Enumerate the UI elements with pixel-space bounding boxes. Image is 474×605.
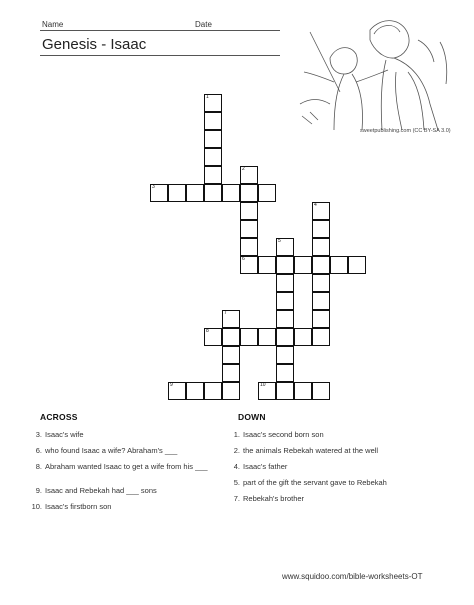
grid-cell[interactable] — [186, 382, 204, 400]
grid-cell[interactable] — [276, 238, 294, 256]
grid-cell[interactable] — [222, 346, 240, 364]
clue-number: 9. — [35, 486, 42, 495]
grid-cell[interactable] — [276, 364, 294, 382]
grid-cell[interactable] — [240, 202, 258, 220]
grid-cell[interactable] — [276, 256, 294, 274]
grid-cell[interactable] — [204, 382, 222, 400]
down-heading: DOWN — [238, 412, 266, 422]
title-underline — [40, 55, 280, 56]
grid-cell[interactable] — [168, 382, 186, 400]
name-line — [40, 30, 280, 31]
date-label: Date — [195, 20, 212, 29]
grid-cell[interactable] — [204, 184, 222, 202]
down-clue-4 — [228, 462, 448, 471]
grid-cell[interactable] — [258, 382, 276, 400]
grid-cell[interactable] — [150, 184, 168, 202]
across-clue-10 — [30, 502, 230, 511]
grid-cell[interactable] — [312, 220, 330, 238]
clue-text: the animals Rebekah watered at the well — [243, 446, 379, 455]
grid-cell[interactable] — [276, 292, 294, 310]
grid-cell[interactable] — [312, 256, 330, 274]
clue-text: who found Isaac a wife? Abraham's ___ — [45, 446, 178, 455]
clue-number: 8. — [35, 462, 42, 471]
clue-number: 4. — [233, 462, 240, 471]
clue-text: Isaac's second born son — [243, 430, 324, 439]
clue-text: Isaac's father — [243, 462, 288, 471]
grid-cell[interactable] — [222, 310, 240, 328]
cell-number: 9 — [170, 382, 173, 388]
grid-cell[interactable] — [312, 310, 330, 328]
clue-text: Isaac's firstborn son — [45, 502, 112, 511]
grid-cell[interactable] — [204, 166, 222, 184]
grid-cell[interactable] — [204, 112, 222, 130]
image-credit: sweetpublishing.com (CC BY-SA 3.0) — [360, 128, 451, 134]
cell-number: 1 — [206, 94, 209, 100]
grid-cell[interactable] — [240, 166, 258, 184]
grid-cell[interactable] — [186, 184, 204, 202]
grid-cell[interactable] — [240, 256, 258, 274]
clue-number: 3. — [35, 430, 42, 439]
grid-cell[interactable] — [222, 328, 240, 346]
grid-cell[interactable] — [312, 238, 330, 256]
grid-cell[interactable] — [294, 328, 312, 346]
clue-text: Abraham wanted Isaac to get a wife from his ___ — [45, 462, 208, 471]
grid-cell[interactable] — [204, 328, 222, 346]
down-clue-1 — [228, 430, 448, 439]
grid-cell[interactable] — [312, 202, 330, 220]
footer-url: www.squidoo.com/bible-worksheets-OT — [282, 572, 423, 581]
across-clue-6 — [30, 446, 230, 455]
cell-number: 2 — [242, 166, 245, 172]
illustration-image — [290, 12, 460, 132]
worksheet-title: Genesis - Isaac — [42, 36, 147, 53]
clue-text: Isaac's wife — [45, 430, 84, 439]
grid-cell[interactable] — [240, 328, 258, 346]
grid-cell[interactable] — [168, 184, 186, 202]
name-label: Name — [42, 20, 64, 29]
grid-cell[interactable] — [258, 328, 276, 346]
clue-number: 7. — [233, 494, 240, 503]
across-clue-8 — [30, 462, 230, 471]
clue-number: 5. — [233, 478, 240, 487]
grid-cell[interactable] — [294, 256, 312, 274]
clue-number: 2. — [233, 446, 240, 455]
grid-cell[interactable] — [204, 94, 222, 112]
across-clue-3 — [30, 430, 230, 439]
grid-cell[interactable] — [222, 184, 240, 202]
down-clue-5 — [228, 478, 448, 487]
down-clue-2 — [228, 446, 448, 455]
grid-cell[interactable] — [258, 184, 276, 202]
grid-cell[interactable] — [276, 274, 294, 292]
cell-number: 7 — [224, 310, 227, 316]
grid-cell[interactable] — [276, 346, 294, 364]
down-clue-7 — [228, 494, 448, 503]
grid-cell[interactable] — [222, 364, 240, 382]
grid-cell[interactable] — [312, 382, 330, 400]
clue-text: Isaac and Rebekah had ___ sons — [45, 486, 157, 495]
grid-cell[interactable] — [222, 382, 240, 400]
grid-cell[interactable] — [348, 256, 366, 274]
cell-number: 10 — [260, 382, 266, 388]
grid-cell[interactable] — [312, 292, 330, 310]
grid-cell[interactable] — [330, 256, 348, 274]
cell-number: 3 — [152, 184, 155, 190]
grid-cell[interactable] — [276, 382, 294, 400]
grid-cell[interactable] — [312, 328, 330, 346]
clue-text: part of the gift the servant gave to Rebekah — [243, 478, 387, 487]
grid-cell[interactable] — [312, 274, 330, 292]
across-clue-9 — [30, 486, 230, 495]
cell-number: 5 — [278, 238, 281, 244]
cell-number: 6 — [242, 256, 245, 262]
grid-cell[interactable] — [276, 328, 294, 346]
grid-cell[interactable] — [240, 238, 258, 256]
cell-number: 8 — [206, 328, 209, 334]
grid-cell[interactable] — [276, 310, 294, 328]
grid-cell[interactable] — [258, 256, 276, 274]
clue-number: 6. — [35, 446, 42, 455]
grid-cell[interactable] — [240, 220, 258, 238]
across-heading: ACROSS — [40, 412, 78, 422]
cell-number: 4 — [314, 202, 317, 208]
clue-number: 10. — [31, 502, 42, 511]
grid-cell[interactable] — [240, 184, 258, 202]
clue-text: Rebekah's brother — [243, 494, 305, 503]
grid-cell[interactable] — [204, 148, 222, 166]
clue-number: 1. — [233, 430, 240, 439]
grid-cell[interactable] — [204, 130, 222, 148]
grid-cell[interactable] — [294, 382, 312, 400]
